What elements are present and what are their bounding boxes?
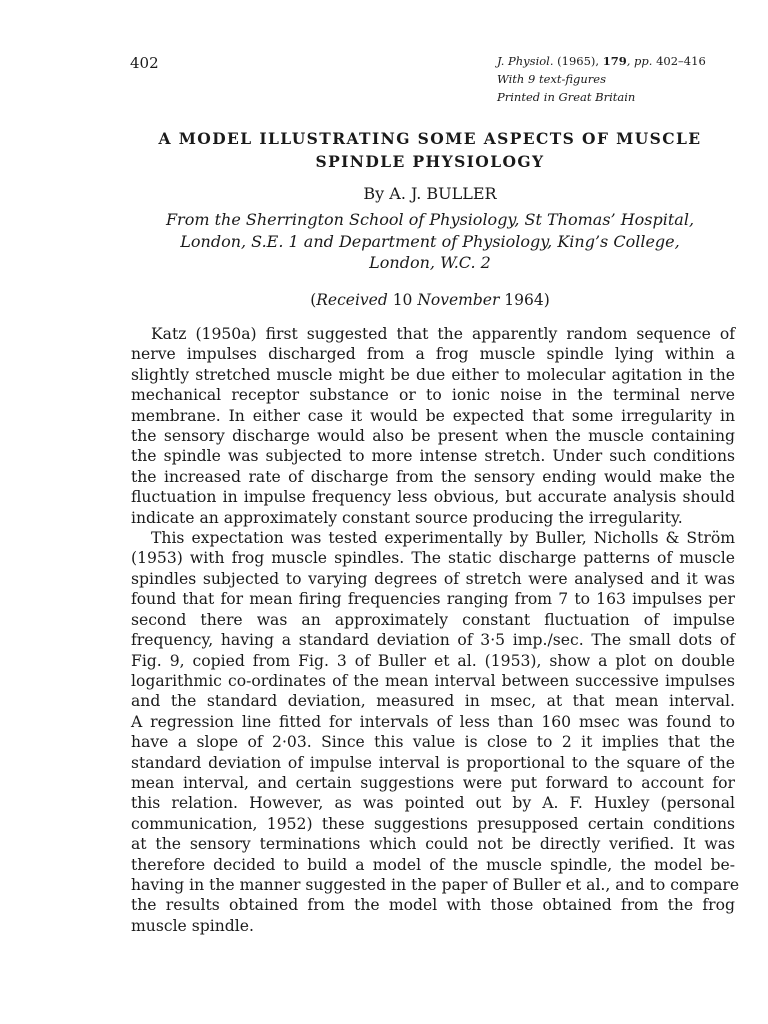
text-line: this relation. However, as was pointed out by A. F. Huxley (personal xyxy=(131,794,735,813)
received-month: November xyxy=(417,291,500,309)
text-line: A regression line fitted for intervals of less than 160 msec was found to xyxy=(131,712,735,731)
byline-prefix: By xyxy=(363,184,385,203)
journal-volume: 179 xyxy=(602,54,627,68)
received-day: 10 xyxy=(387,291,418,309)
article-title xyxy=(130,127,730,173)
author-byline xyxy=(130,184,730,204)
text-line: Katz (1950a) first suggested that the apparently random sequence of xyxy=(151,325,735,343)
received-open: ( xyxy=(310,291,317,309)
printed-note: Printed in Great Britain xyxy=(497,90,636,104)
text-line: membrane. In either case it would be expected that some irregularity in xyxy=(131,406,735,425)
received-year: 1964) xyxy=(499,291,550,309)
text-line: fluctuation in impulse frequency less obvious, but accurate analysis should xyxy=(131,488,735,507)
page-number: 402 xyxy=(130,54,159,72)
text-line: the results obtained from the model with those obtained from the frog xyxy=(131,896,735,915)
journal-pages: 402–416 xyxy=(656,54,706,68)
body-text xyxy=(131,324,740,936)
text-line: second there was an approximately constant fluctuation of impulse xyxy=(131,610,735,629)
text-line: have a slope of 2·03. Since this value is close to 2 it implies that the xyxy=(131,733,735,752)
text-line: logarithmic co-ordinates of the mean interval between successive impulses xyxy=(131,671,735,690)
text-line: having in the manner suggested in the paper of Buller et al., and to compare xyxy=(131,875,740,894)
text-line: mean interval, and certain suggestions were put forward to account for xyxy=(131,773,735,792)
text-line: Fig. 9, copied from Fig. 3 of Buller et al. (1953), show a plot on double xyxy=(131,651,735,670)
text-line: found that for mean firing frequencies ranging from 7 to 163 impulses per xyxy=(131,590,735,609)
received-word: Received xyxy=(316,291,388,309)
text-line: therefore decided to build a model of the muscle spindle, the model be- xyxy=(131,855,735,874)
journal-name: J. Physiol. xyxy=(497,54,554,68)
journal-year: (1965), xyxy=(553,54,603,68)
text-line: This expectation was tested experimentally by Buller, Nicholls & Ström xyxy=(151,529,735,548)
author-affiliation xyxy=(130,209,730,274)
text-line: slightly stretched muscle might be due either to molecular agitation in the xyxy=(131,365,735,384)
citation-journal-line xyxy=(497,52,706,70)
text-line: the sensory discharge would also be present when the muscle containing xyxy=(131,427,735,446)
text-line: frequency, having a standard deviation of 3·5 imp./sec. The small dots of xyxy=(131,631,735,650)
text-line: muscle spindle. xyxy=(131,916,254,935)
text-line: nerve impulses discharged from a frog muscle spindle lying within a xyxy=(131,345,735,364)
text-line: at the sensory terminations which could not be directly verified. It was xyxy=(131,835,735,854)
title-line-2: SPINDLE PHYSIOLOGY xyxy=(315,152,545,171)
affiliation-line-1: From the Sherrington School of Physiology, St Thomas’ Hospital, xyxy=(165,210,695,229)
paragraph-1 xyxy=(131,324,735,528)
journal-pp: , pp. xyxy=(626,54,657,68)
title-line-1: A MODEL ILLUSTRATING SOME ASPECTS OF MUSCLE xyxy=(158,129,702,148)
paragraph-2 xyxy=(131,528,740,936)
text-line: (1953) with frog muscle spindles. The static discharge patterns of muscle xyxy=(131,549,735,568)
text-line: the increased rate of discharge from the sensory ending would make the xyxy=(131,467,735,486)
figures-note: With 9 text-figures xyxy=(497,72,607,86)
affiliation-line-2: London, S.E. 1 and Department of Physiology, King’s College, xyxy=(180,231,680,251)
affiliation-line-3: London, W.C. 2 xyxy=(369,253,491,272)
text-line: the spindle was subjected to more intense stretch. Under such conditions xyxy=(131,447,735,466)
text-line: and the standard deviation, measured in msec, at that mean interval. xyxy=(131,692,735,711)
text-line: standard deviation of impulse interval is proportional to the square of the xyxy=(131,753,735,772)
text-line: indicate an approximately constant source producing the irregularity. xyxy=(131,508,683,527)
received-date xyxy=(130,290,730,310)
text-line: mechanical receptor substance or to ionic noise in the terminal nerve xyxy=(131,386,735,405)
text-line: spindles subjected to varying degrees of stretch were analysed and it was xyxy=(131,569,735,588)
journal-citation xyxy=(497,52,706,106)
author-name: A. J. BULLER xyxy=(389,184,497,203)
text-line: communication, 1952) these suggestions presupposed certain conditions xyxy=(131,814,735,833)
